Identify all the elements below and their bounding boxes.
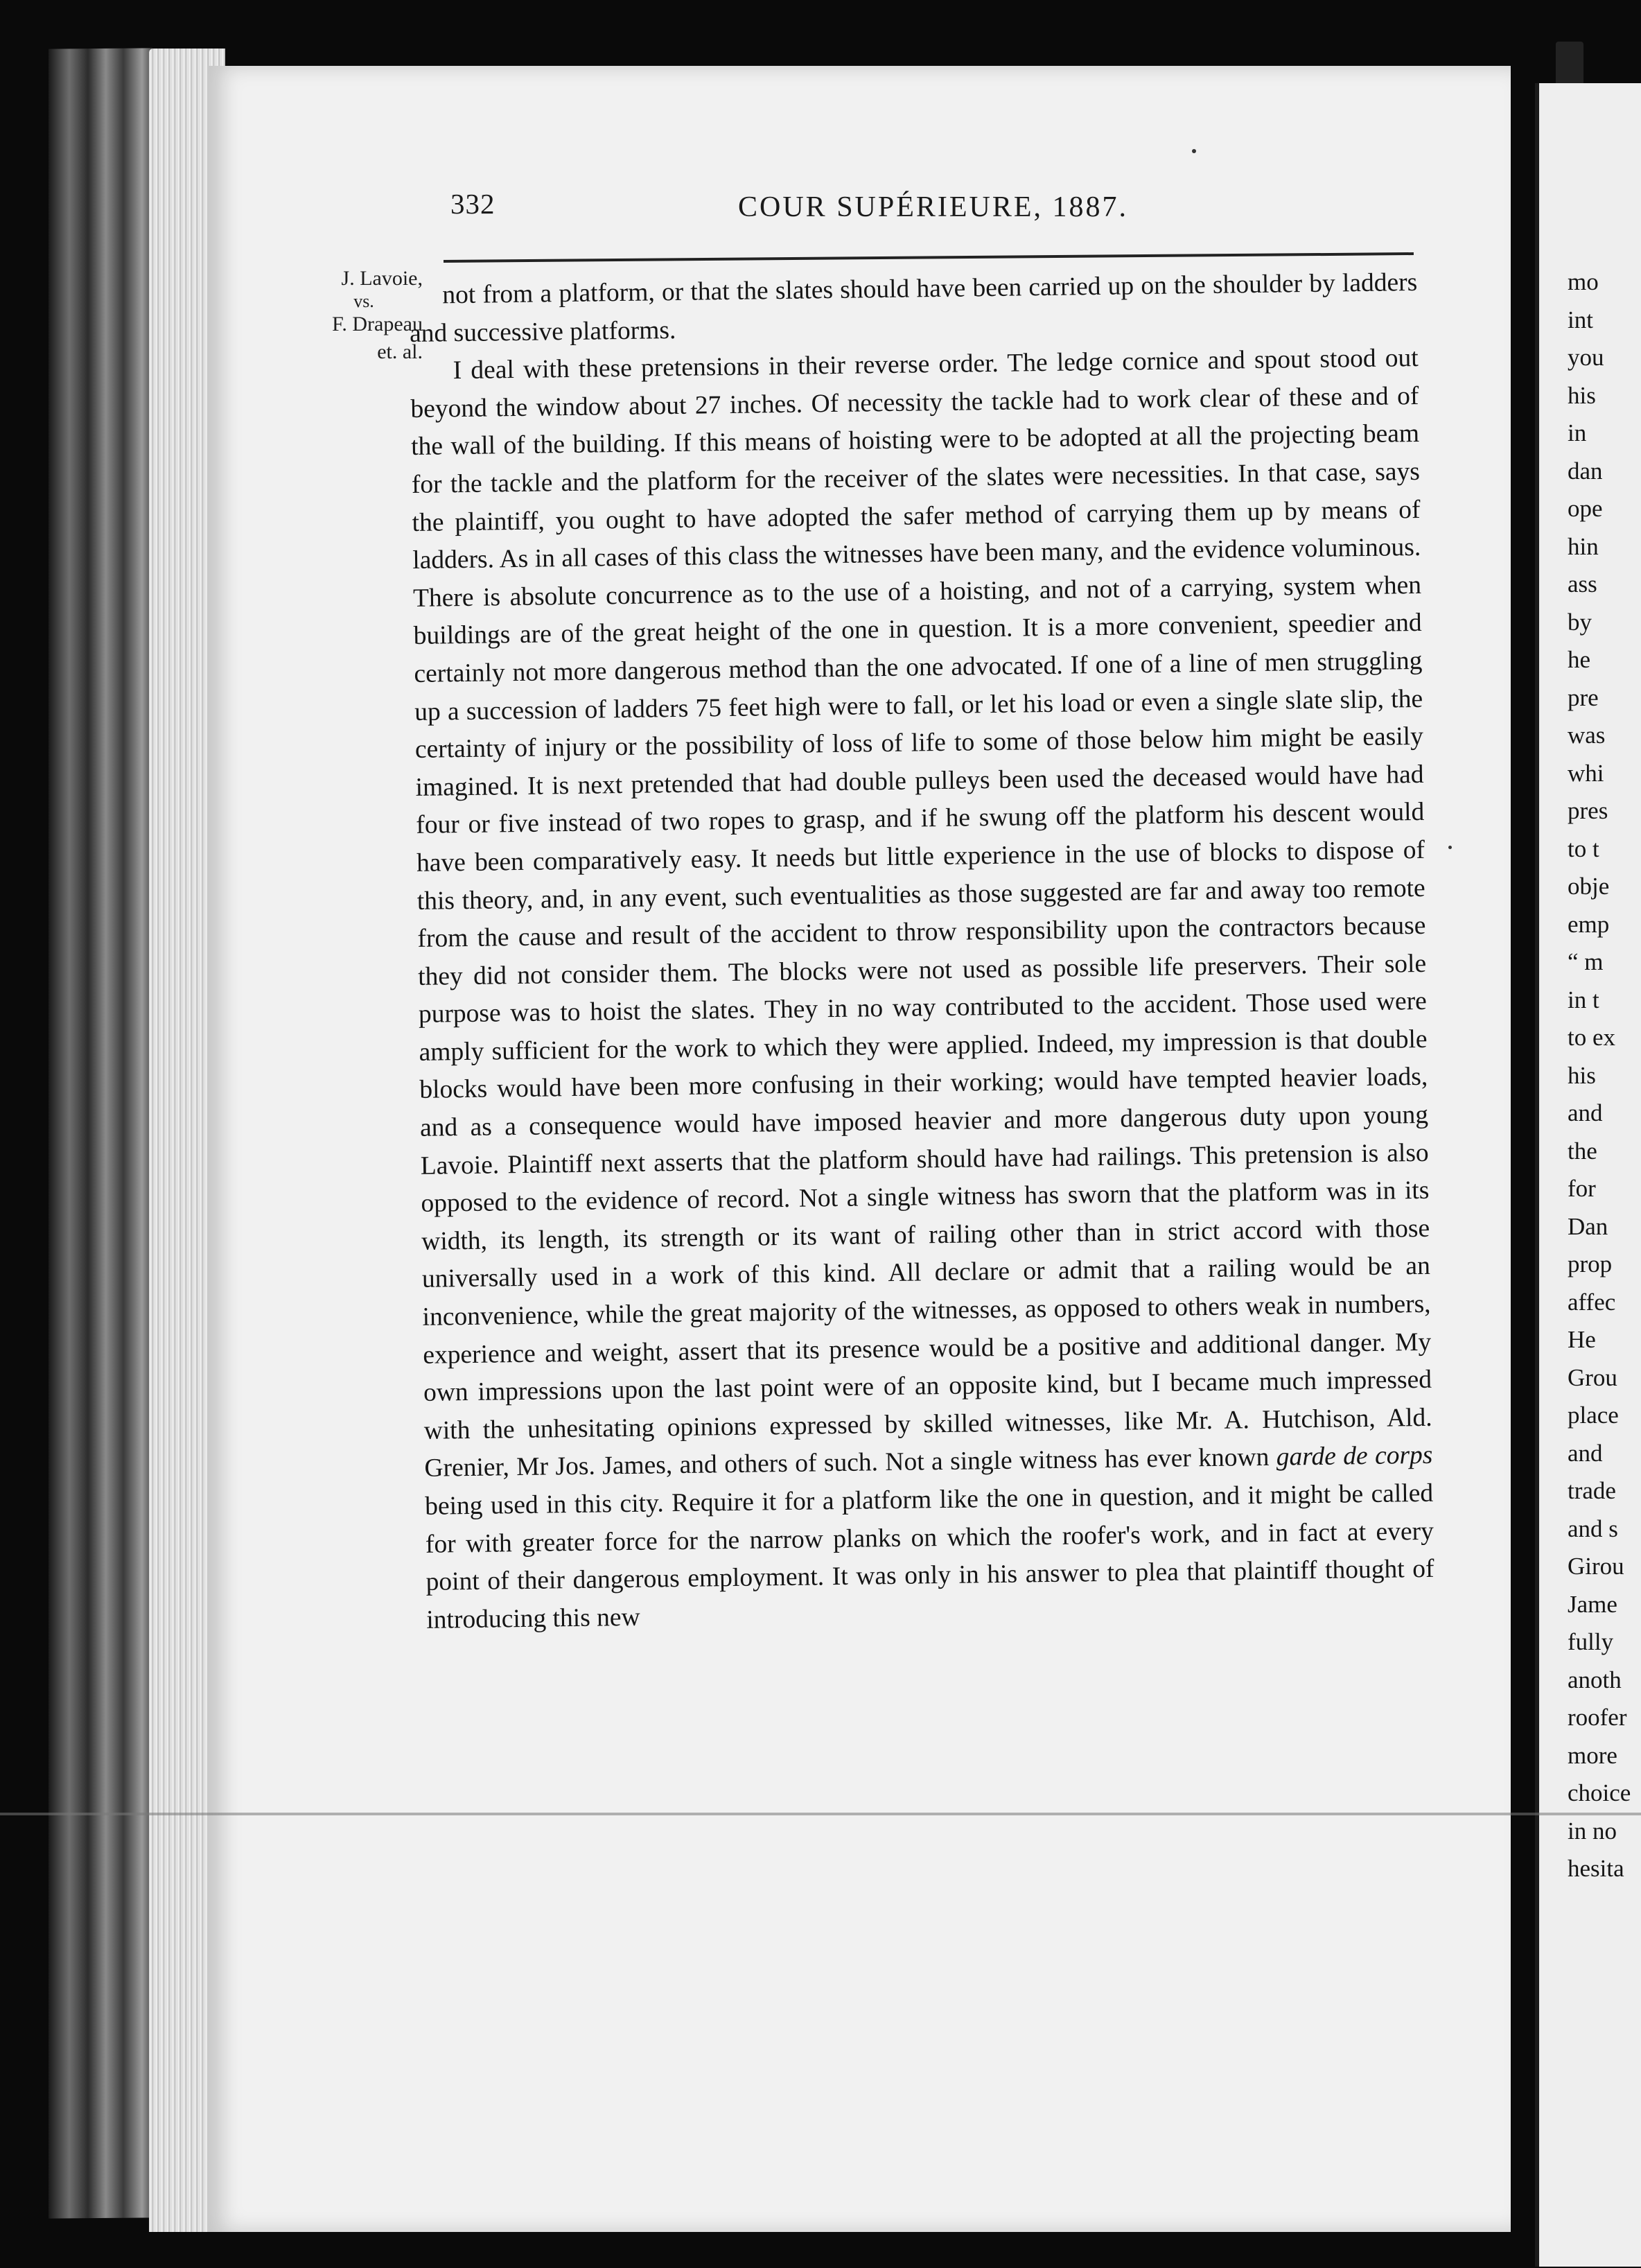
- facing-page-line: emp: [1568, 910, 1610, 938]
- facing-page-line: mo: [1568, 268, 1599, 295]
- facing-page-line: whi: [1568, 759, 1604, 787]
- facing-page-line: his: [1568, 381, 1596, 409]
- body-text: [409, 264, 1435, 1639]
- facing-page-line: Girou: [1568, 1553, 1624, 1580]
- facing-page-line: the: [1568, 1137, 1597, 1164]
- facing-page-line: his: [1568, 1061, 1596, 1089]
- margin-note: [267, 265, 423, 366]
- facing-page-line: ass: [1568, 570, 1597, 597]
- binding-mark: [1556, 42, 1583, 83]
- facing-page-line: hesita: [1568, 1855, 1624, 1882]
- facing-page-line: in: [1568, 419, 1587, 446]
- facing-page-line: “ m: [1568, 948, 1604, 975]
- facing-page-line: Jame: [1568, 1590, 1617, 1618]
- facing-page-line: and: [1568, 1099, 1603, 1126]
- facing-page-line: was: [1568, 722, 1606, 749]
- facing-page-line: more: [1568, 1741, 1617, 1769]
- facing-page-line: int: [1568, 306, 1593, 333]
- facing-page-line: trade: [1568, 1477, 1616, 1504]
- paragraph-text-end: being used in this city. Require it for a platform like the one in question, and it might be called for with greater force for the narrow planks on which the roofer's work, and in fact at every point of their dangerous employment. It was only in his answer to plea that plaintiff thought of introducing this new: [424, 1478, 1434, 1634]
- facing-page-line: dan: [1568, 457, 1603, 485]
- facing-page-line: Grou: [1568, 1363, 1617, 1391]
- facing-page-line: ope: [1568, 495, 1603, 522]
- book-spine: [49, 48, 152, 2218]
- facing-page-line: roofer: [1568, 1704, 1627, 1731]
- facing-page-line: fully: [1568, 1628, 1614, 1655]
- facing-page-line: hin: [1568, 532, 1599, 560]
- margin-note-plaintiff: J. Lavoie,: [341, 267, 423, 290]
- margin-note-versus: vs.: [353, 291, 374, 311]
- italic-phrase: garde de corps: [1276, 1441, 1433, 1472]
- facing-page-line: He: [1568, 1326, 1596, 1353]
- main-paragraph: [410, 340, 1434, 1639]
- paragraph-text: I deal with these pretensions in their reverse order. The ledge cornice and spout stood out beyond the window about 27 inches. Of necessity the tackle had to work clear of these and of the wall of the building. If this means of hoisting were to be adopted at all the projecting beam for the tackle and the platform for the receiver of the slates were necessities. In that case, says the plaintiff, you ought to have adopted the safer method of carrying them up by means of ladders. As in all cases of this class the witnesses have been many, and the evidence voluminous. There is absolute concurrence as to the use of a hoisting, and not of a carrying, system when buildings are of the great height of the one in question. It is a more convenient, speedier and certainly not more dangerous method than the one advocated. If one of a line of men struggling up a succession of ladders 75 feet high were to fall, or let his load or even a single slate slip, the certainty of injury or the possibility of loss of life to some of those below him might be easily imagined. It is next pretended that had double pulleys been used the deceased would have had four or five instead of two ropes to grasp, and if he swung off the platform his descent would have been comparatively easy. It needs but little experience in the use of blocks to dispose of this theory, and, in any event, such eventualities as those suggested are far and away too remote from the cause and result of the accident to throw responsibility upon the contractors because they did not consider them. The blocks were not used as possible life preservers. Their sole purpose was to hoist the slates. They in no way contributed to the accident. Those used were amply sufficient for the work to which they were applied. Indeed, my impression is that double blocks would have been more confusing in their working; would have tempted heavier loads, and as a consequence would have imposed heavier and more dangerous duty upon young Lavoie. Plaintiff next asserts that the platform should have had railings. This pretension is also opposed to the evidence of record. Not a single witness has sworn that the platform was in its width, its length, its strength or its want of railing other than in strict accord with those universally used in a work of this kind. All declare or admit that a railing would be an inconvenience, while the great majority of the witnesses, as opposed to others weak in numbers, experience and weight, assert that its presence would be a positive and additional danger. My own impressions upon the last point were of an opposite kind, but I became much impressed with the unhesitating opinions expressed by skilled witnesses, like Mr. A. Hutchison, Ald. Grenier, Mr Jos. James, and others of such. Not a single witness has ever known: [410, 344, 1432, 1483]
- facing-page-line: in t: [1568, 986, 1599, 1013]
- facing-page-line: to ex: [1568, 1024, 1616, 1051]
- facing-page-line: pre: [1568, 683, 1599, 711]
- speck: [1192, 149, 1196, 153]
- facing-page-line: by: [1568, 608, 1592, 636]
- continuation-paragraph: not from a platform, or that the slates should have been carried up on the shoulder by ladders and successive platforms.: [409, 268, 1418, 348]
- speck: [1448, 846, 1452, 849]
- running-head: COUR SUPÉRIEURE, 1887.: [738, 191, 1129, 223]
- facing-page-line: and: [1568, 1439, 1603, 1467]
- facing-page-line: and s: [1568, 1515, 1618, 1542]
- facing-page-text: [1568, 263, 1641, 1888]
- facing-page-line: Dan: [1568, 1212, 1608, 1240]
- margin-note-et-al: et. al.: [377, 340, 423, 363]
- facing-page-line: for: [1568, 1175, 1596, 1202]
- page-number: 332: [450, 188, 495, 220]
- facing-page-line: choice: [1568, 1779, 1631, 1806]
- facing-page-line: prop: [1568, 1250, 1613, 1277]
- facing-page-line: pres: [1568, 797, 1608, 824]
- facing-page-line: you: [1568, 344, 1604, 371]
- facing-page-line: anoth: [1568, 1666, 1622, 1693]
- facing-page-line: obje: [1568, 873, 1610, 900]
- facing-page-line: affec: [1568, 1288, 1616, 1316]
- facing-page-line: place: [1568, 1402, 1619, 1429]
- facing-page-line: to t: [1568, 835, 1599, 862]
- facing-page-line: he: [1568, 646, 1591, 673]
- scan-artifact-line: [0, 1813, 1641, 1815]
- margin-note-defendant: F. Drapeau: [332, 313, 423, 335]
- facing-page-line: in no: [1568, 1817, 1617, 1844]
